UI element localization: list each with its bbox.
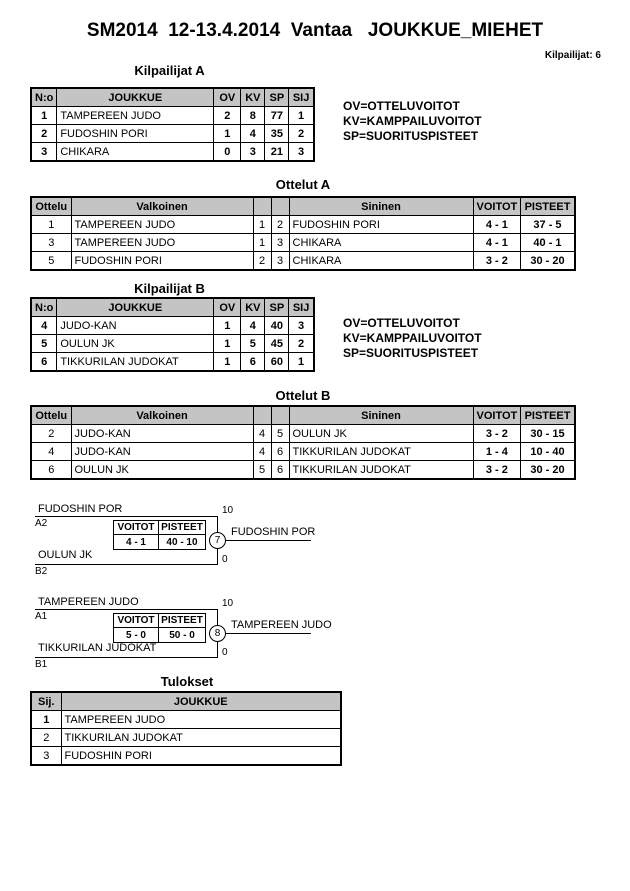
ottelut-b-table bbox=[30, 405, 576, 480]
cell-team: CHIKARA bbox=[57, 143, 214, 162]
bracket-top-label: A2 bbox=[35, 518, 48, 529]
cell-sij: 1 bbox=[289, 107, 314, 125]
header-row bbox=[31, 692, 341, 711]
cell-white-team: JUDO-KAN bbox=[71, 425, 253, 443]
cell-ov: 1 bbox=[214, 335, 241, 353]
cell-voitot: 4 - 1 bbox=[473, 216, 521, 234]
cell-ov: 1 bbox=[214, 353, 241, 372]
bracket-bottom-team: OULUN JK bbox=[38, 549, 93, 561]
legend-block-b bbox=[343, 316, 482, 361]
cell-sp: 77 bbox=[265, 107, 289, 125]
ottelut-a-table bbox=[30, 196, 576, 271]
table-row bbox=[31, 125, 314, 143]
cell-match-no: 1 bbox=[31, 216, 71, 234]
cell-pisteet: 30 - 20 bbox=[521, 252, 575, 271]
bracket-top-line bbox=[35, 516, 217, 517]
cell-no: 4 bbox=[31, 317, 57, 335]
table-row bbox=[31, 461, 575, 480]
bracket-match-7 bbox=[30, 503, 370, 581]
cell-ov: 2 bbox=[214, 107, 241, 125]
cell-no: 6 bbox=[31, 353, 57, 372]
bracket-top-label: A1 bbox=[35, 611, 48, 622]
bracket-top-team: TAMPEREEN JUDO bbox=[38, 596, 139, 608]
cell-sij: 1 bbox=[289, 353, 314, 372]
cell-team: TAMPEREEN JUDO bbox=[61, 711, 341, 729]
cell-blue-no: 5 bbox=[271, 425, 289, 443]
bracket-bottom-points: 0 bbox=[222, 554, 228, 565]
cell-blue-team: TIKKURILAN JUDOKAT bbox=[289, 461, 473, 480]
table-row bbox=[114, 535, 206, 550]
col-header-pisteet: PISTEET bbox=[521, 406, 575, 425]
cell-blue-no: 3 bbox=[271, 234, 289, 252]
cell-kv: 4 bbox=[241, 125, 265, 143]
col-header-blank bbox=[271, 406, 289, 425]
cell-voitot: 3 - 2 bbox=[473, 425, 521, 443]
col-header-ov: OV bbox=[214, 298, 241, 317]
bracket-match-8 bbox=[30, 596, 370, 674]
bracket-match-number: 7 bbox=[209, 532, 226, 549]
cell-team: JUDO-KAN bbox=[57, 317, 214, 335]
bracket-top-points: 10 bbox=[222, 598, 234, 609]
bracket-winner-line bbox=[226, 540, 311, 541]
cell-sij: 2 bbox=[289, 335, 314, 353]
cell-kv: 5 bbox=[241, 335, 265, 353]
cell-white-team: JUDO-KAN bbox=[71, 443, 253, 461]
col-header-voitot: VOITOT bbox=[473, 197, 521, 216]
col-header-kv: KV bbox=[241, 298, 265, 317]
col-header-sij: SIJ bbox=[289, 88, 314, 107]
section-heading-kilpailijat-a: Kilpailijat A bbox=[134, 63, 205, 78]
cell-pisteet: 30 - 20 bbox=[521, 461, 575, 480]
table-row bbox=[31, 729, 341, 747]
header-row bbox=[31, 406, 575, 425]
competitors-count: Kilpailijat: 6 bbox=[544, 50, 601, 61]
cell-sij: 3 bbox=[31, 747, 61, 766]
cell-kv: 3 bbox=[241, 143, 265, 162]
cell-ov: 1 bbox=[214, 125, 241, 143]
cell-blue-team: TIKKURILAN JUDOKAT bbox=[289, 443, 473, 461]
col-header-blank bbox=[253, 197, 271, 216]
col-header-voitot: VOITOT bbox=[114, 614, 159, 628]
col-header-blank bbox=[253, 406, 271, 425]
cell-match-no: 5 bbox=[31, 252, 71, 271]
bracket-bottom-label: B1 bbox=[35, 659, 48, 670]
col-header-sij: SIJ bbox=[289, 298, 314, 317]
cell-team: FUDOSHIN PORI bbox=[61, 747, 341, 766]
cell-white-team: OULUN JK bbox=[71, 461, 253, 480]
cell-blue-no: 3 bbox=[271, 252, 289, 271]
tulokset-table bbox=[30, 691, 342, 766]
cell-blue-no: 2 bbox=[271, 216, 289, 234]
col-header-pisteet: PISTEET bbox=[521, 197, 575, 216]
bracket-bottom-points: 0 bbox=[222, 647, 228, 658]
table-row bbox=[31, 252, 575, 271]
col-header-no: N:o bbox=[31, 298, 57, 317]
table-row bbox=[31, 353, 314, 372]
bracket-bottom-line bbox=[35, 564, 217, 565]
col-header-pisteet: PISTEET bbox=[159, 521, 206, 535]
cell-sij: 2 bbox=[31, 729, 61, 747]
bracket-winner: TAMPEREEN JUDO bbox=[231, 619, 332, 631]
cell-blue-team: CHIKARA bbox=[289, 252, 473, 271]
cell-white-team: TAMPEREEN JUDO bbox=[71, 216, 253, 234]
cell-match-no: 6 bbox=[31, 461, 71, 480]
cell-no: 2 bbox=[31, 125, 57, 143]
bracket-top-points: 10 bbox=[222, 505, 234, 516]
section-heading-kilpailijat-b: Kilpailijat B bbox=[134, 281, 205, 296]
col-header-joukkue: JOUKKUE bbox=[57, 298, 214, 317]
col-header-valkoinen: Valkoinen bbox=[71, 197, 253, 216]
legend-block-a bbox=[343, 99, 482, 144]
cell-kv: 8 bbox=[241, 107, 265, 125]
cell-sp: 35 bbox=[265, 125, 289, 143]
cell-team: TIKKURILAN JUDOKAT bbox=[61, 729, 341, 747]
cell-no: 5 bbox=[31, 335, 57, 353]
cell-pisteet: 30 - 15 bbox=[521, 425, 575, 443]
cell-white-no: 4 bbox=[253, 425, 271, 443]
table-row bbox=[31, 143, 314, 162]
page-title: SM2014 12-13.4.2014 Vantaa JOUKKUE_MIEHET bbox=[86, 20, 544, 41]
cell-ov: 0 bbox=[214, 143, 241, 162]
table-row bbox=[31, 216, 575, 234]
section-heading-ottelut-b: Ottelut B bbox=[275, 388, 331, 403]
cell-blue-no: 6 bbox=[271, 443, 289, 461]
col-header-voitot: VOITOT bbox=[114, 521, 159, 535]
cell-white-team: TAMPEREEN JUDO bbox=[71, 234, 253, 252]
col-header-joukkue: JOUKKUE bbox=[57, 88, 214, 107]
bracket-score-table bbox=[113, 520, 206, 550]
bracket-match-number: 8 bbox=[209, 625, 226, 642]
table-row bbox=[31, 711, 341, 729]
col-header-ov: OV bbox=[214, 88, 241, 107]
cell-voitot: 1 - 4 bbox=[473, 443, 521, 461]
legend-sp: SP=SUORITUSPISTEET bbox=[343, 129, 479, 143]
cell-sij: 2 bbox=[289, 125, 314, 143]
cell-match-no: 2 bbox=[31, 425, 71, 443]
cell-sp: 60 bbox=[265, 353, 289, 372]
cell-no: 1 bbox=[31, 107, 57, 125]
bracket-bottom-label: B2 bbox=[35, 566, 48, 577]
cell-match-no: 3 bbox=[31, 234, 71, 252]
cell-voitot: 3 - 2 bbox=[473, 461, 521, 480]
table-row bbox=[31, 317, 314, 335]
cell-white-no: 5 bbox=[253, 461, 271, 480]
cell-kv: 4 bbox=[241, 317, 265, 335]
cell-blue-no: 6 bbox=[271, 461, 289, 480]
legend-kv: KV=KAMPPAILUVOITOT bbox=[343, 114, 482, 128]
table-row bbox=[114, 628, 206, 643]
legend-sp: SP=SUORITUSPISTEET bbox=[343, 346, 479, 360]
bracket-top-team: FUDOSHIN POR bbox=[38, 503, 123, 515]
bracket-bottom-line bbox=[35, 657, 217, 658]
table-row bbox=[31, 443, 575, 461]
legend-kv: KV=KAMPPAILUVOITOT bbox=[343, 331, 482, 345]
col-header-sp: SP bbox=[265, 88, 289, 107]
cell-voitot: 5 - 0 bbox=[114, 628, 159, 643]
col-header-sp: SP bbox=[265, 298, 289, 317]
legend-ov: OV=OTTELUVOITOT bbox=[343, 316, 460, 330]
col-header-joukkue: JOUKKUE bbox=[61, 692, 341, 711]
header-row bbox=[114, 614, 206, 628]
col-header-kv: KV bbox=[241, 88, 265, 107]
cell-sp: 40 bbox=[265, 317, 289, 335]
cell-white-no: 1 bbox=[253, 216, 271, 234]
cell-sp: 21 bbox=[265, 143, 289, 162]
cell-sp: 45 bbox=[265, 335, 289, 353]
bracket-winner: FUDOSHIN POR bbox=[231, 526, 316, 538]
header-row bbox=[31, 88, 314, 107]
bracket-top-line bbox=[35, 609, 217, 610]
cell-pisteet: 40 - 10 bbox=[159, 535, 206, 550]
col-header-voitot: VOITOT bbox=[473, 406, 521, 425]
header-row bbox=[31, 197, 575, 216]
table-row bbox=[31, 747, 341, 766]
cell-pisteet: 10 - 40 bbox=[521, 443, 575, 461]
legend-ov: OV=OTTELUVOITOT bbox=[343, 99, 460, 113]
section-heading-ottelut-a: Ottelut A bbox=[275, 177, 331, 192]
kilpailijat-b-table bbox=[30, 297, 315, 372]
cell-white-no: 2 bbox=[253, 252, 271, 271]
section-heading-tulokset: Tulokset bbox=[160, 674, 214, 689]
cell-blue-team: CHIKARA bbox=[289, 234, 473, 252]
cell-sij: 1 bbox=[31, 711, 61, 729]
table-row bbox=[31, 425, 575, 443]
table-row bbox=[31, 234, 575, 252]
cell-white-no: 4 bbox=[253, 443, 271, 461]
table-row bbox=[31, 107, 314, 125]
cell-blue-team: FUDOSHIN PORI bbox=[289, 216, 473, 234]
bracket-winner-line bbox=[226, 633, 311, 634]
cell-team: TAMPEREEN JUDO bbox=[57, 107, 214, 125]
bracket-bottom-team: TIKKURILAN JUDOKAT bbox=[38, 642, 157, 654]
cell-pisteet: 50 - 0 bbox=[159, 628, 206, 643]
col-header-sij: Sij. bbox=[31, 692, 61, 711]
header-row bbox=[31, 298, 314, 317]
col-header-no: N:o bbox=[31, 88, 57, 107]
col-header-sininen: Sininen bbox=[289, 406, 473, 425]
col-header-valkoinen: Valkoinen bbox=[71, 406, 253, 425]
cell-team: OULUN JK bbox=[57, 335, 214, 353]
cell-voitot: 4 - 1 bbox=[473, 234, 521, 252]
cell-ov: 1 bbox=[214, 317, 241, 335]
kilpailijat-a-table bbox=[30, 87, 315, 162]
cell-kv: 6 bbox=[241, 353, 265, 372]
bracket-score-table bbox=[113, 613, 206, 643]
cell-team: FUDOSHIN PORI bbox=[57, 125, 214, 143]
header-row bbox=[114, 521, 206, 535]
col-header-sininen: Sininen bbox=[289, 197, 473, 216]
cell-no: 3 bbox=[31, 143, 57, 162]
cell-blue-team: OULUN JK bbox=[289, 425, 473, 443]
cell-voitot: 4 - 1 bbox=[114, 535, 159, 550]
col-header-pisteet: PISTEET bbox=[159, 614, 206, 628]
cell-match-no: 4 bbox=[31, 443, 71, 461]
cell-pisteet: 37 - 5 bbox=[521, 216, 575, 234]
cell-voitot: 3 - 2 bbox=[473, 252, 521, 271]
cell-white-no: 1 bbox=[253, 234, 271, 252]
cell-sij: 3 bbox=[289, 143, 314, 162]
table-row bbox=[31, 335, 314, 353]
col-header-blank bbox=[271, 197, 289, 216]
cell-team: TIKKURILAN JUDOKAT bbox=[57, 353, 214, 372]
cell-white-team: FUDOSHIN PORI bbox=[71, 252, 253, 271]
cell-pisteet: 40 - 1 bbox=[521, 234, 575, 252]
col-header-ottelu: Ottelu bbox=[31, 197, 71, 216]
cell-sij: 3 bbox=[289, 317, 314, 335]
col-header-ottelu: Ottelu bbox=[31, 406, 71, 425]
